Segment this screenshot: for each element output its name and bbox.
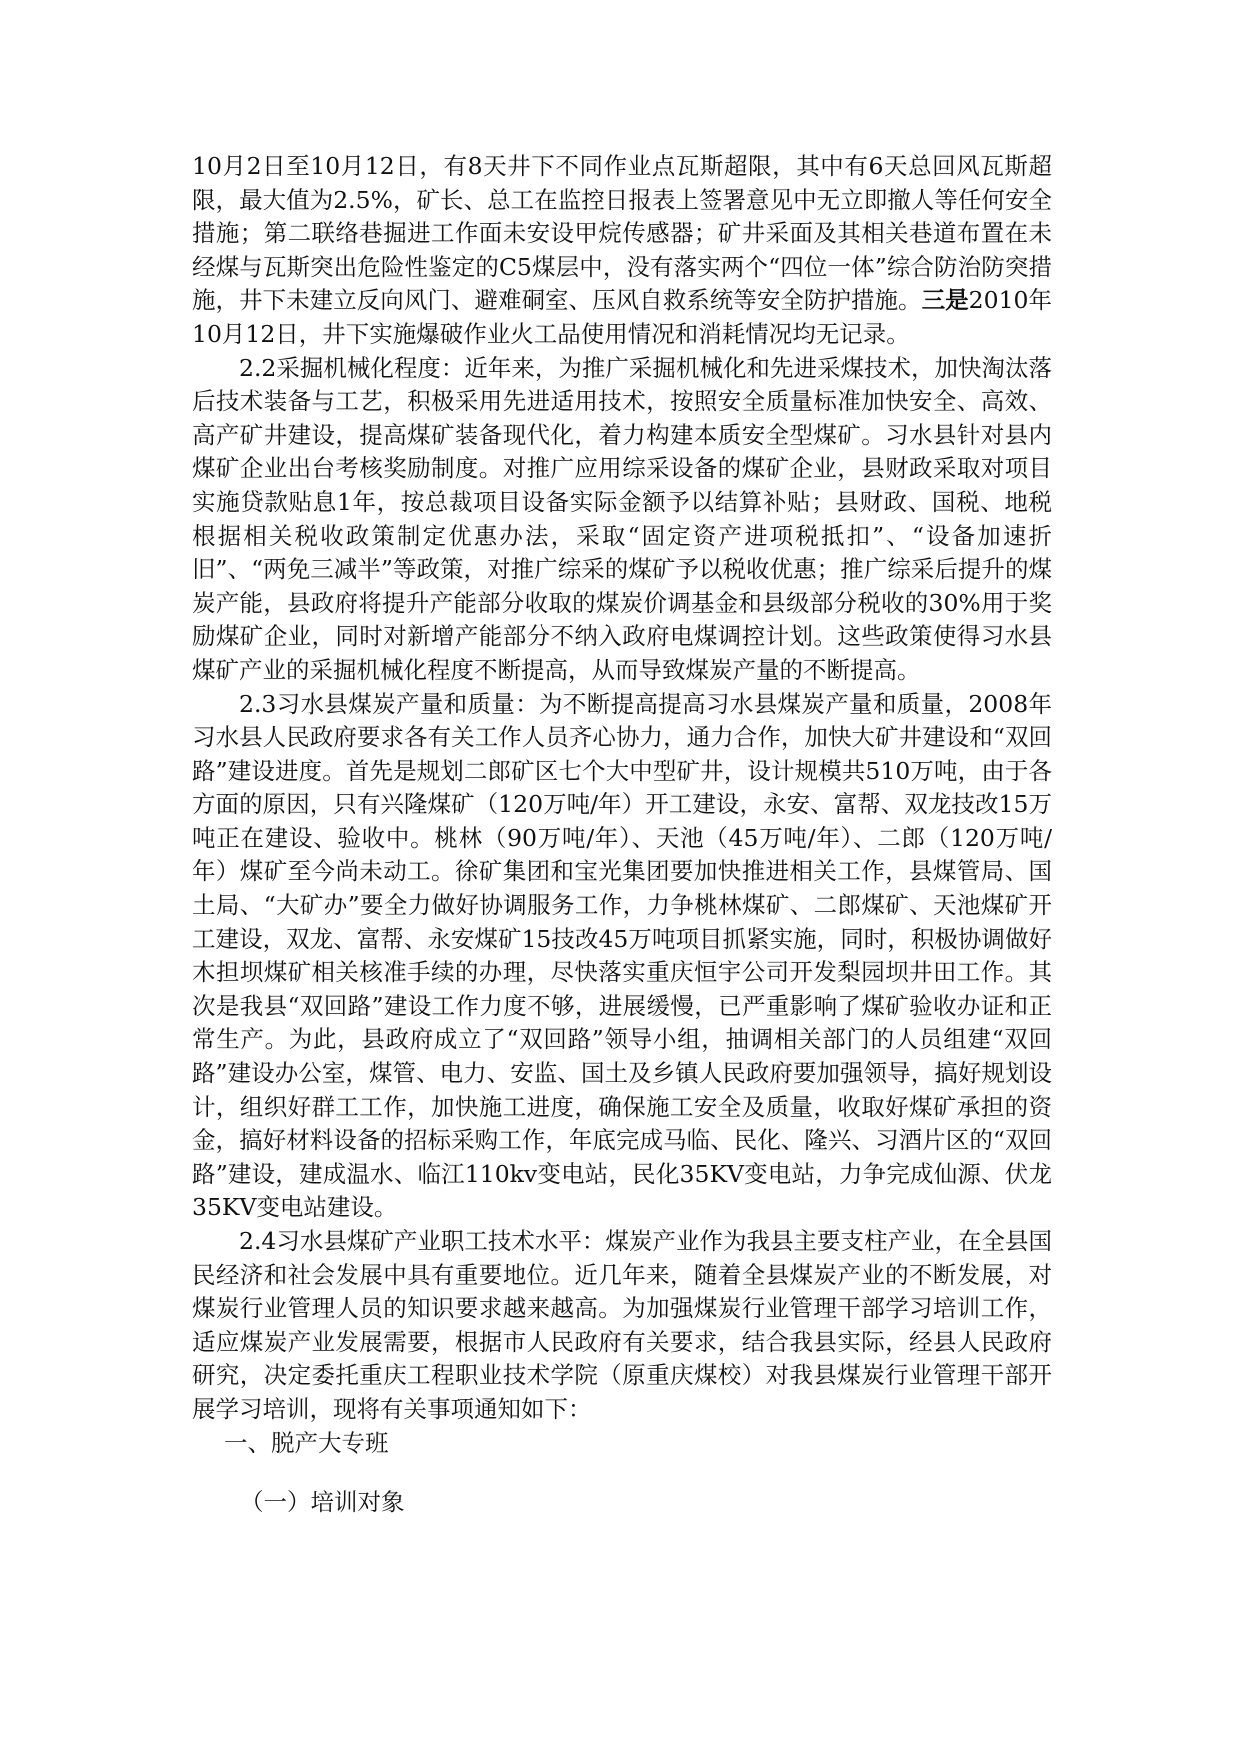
bold-emphasis: 三是 xyxy=(921,286,969,315)
paragraph-text: 2010年10月12日，井下实施爆破作业火工品使用情况和消耗情况均无记录。 xyxy=(192,286,1053,348)
paragraph-worker-skill: 2.4习水县煤矿产业职工技术水平：煤炭产业作为我县主要支柱产业，在全县国民经济和社会发展中具有重要地位。近几年来，随着全县煤炭产业的不断发展，对煤炭行业管理人员的知识要求越来越高。为加强煤炭行业管理干部学习培训工作，适应煤炭产业发展需要，根据市人民政府有关要求，结合我县实际，经县人民政府研究，决定委托重庆工程职业技术学院（原重庆煤校）对我县煤炭行业管理干部开展学习培训，现将有关事项通知如下： xyxy=(192,1227,1052,1423)
section-heading: 一、脱产大专班 xyxy=(224,1428,389,1457)
paragraph-continuation xyxy=(192,150,1052,352)
subsection-heading: （一）培训对象 xyxy=(240,1488,405,1517)
paragraph-text: 10月2日至10月12日，有8天井下不同作业点瓦斯超限，其中有6天总回风瓦斯超限，最大值为2.5%，矿长、总工在监控日报表上签署意见中无立即撤人等任何安全措施；第二联络巷掘进工作面未安设甲烷传感器；矿井采面及其相关巷道布置在未经煤与瓦斯突出危险性鉴定的C5煤层中，没有落实两个“四位一体”综合防治防突措施，井下未建立反向风门、避难硐室、压风自救系统等安全防护措施。 xyxy=(192,152,1052,315)
paragraph-mechanization: 2.2采掘机械化程度：近年来，为推广采掘机械化和先进采煤技术，加快淘汰落后技术装备与工艺，积极采用先进适用技术，按照安全质量标准加快安全、高效、高产矿井建设，提高煤矿装备现代化，着力构建本质安全型煤矿。习水县针对县内煤矿企业出台考核奖励制度。对推广应用综采设备的煤矿企业，县财政采取对项目实施贷款贴息1年，按总裁项目设备实际金额予以结算补贴；县财政、国税、地税根据相关税收政策制定优惠办法，采取“固定资产进项税抵扣”、“设备加速折旧”、“两免三减半”等政策，对推广综采的煤矿予以税收优惠；推广综采后提升的煤炭产能，县政府将提升产能部分收取的煤炭价调基金和县级部分税收的30%用于奖励煤矿企业，同时对新增产能部分不纳入政府电煤调控计划。这些政策使得习水县煤矿产业的采掘机械化程度不断提高，从而导致煤炭产量的不断提高。 xyxy=(192,353,1052,684)
document-body xyxy=(192,150,1052,1520)
paragraph-output-quality: 2.3习水县煤炭产量和质量：为不断提高提高习水县煤炭产量和质量，2008年习水县人民政府要求各有关工作人员齐心协力，通力合作，加快大矿井建设和“双回路”建设进度。首先是规划二郎矿区七个大中型矿井，设计规模共510万吨，由于各方面的原因，只有兴隆煤矿（120万吨/年）开工建设，永安、富帮、双龙技改15万吨正在建设、验收中。桃林（90万吨/年）、天池（45万吨/年）、二郎（120万吨/年）煤矿至今尚未动工。徐矿集团和宝光集团要加快推进相关工作，县煤管局、国土局、“大矿办”要全力做好协调服务工作，力争桃林煤矿、二郎煤矿、天池煤矿开工建设，双龙、富帮、永安煤矿15技改45万吨项目抓紧实施，同时，积极协调做好木担坝煤矿相关核准手续的办理，尽快落实重庆恒宇公司开发梨园坝井田工作。其次是我县“双回路”建设工作力度不够，进展缓慢，已严重影响了煤矿验收办证和正常生产。为此，县政府成立了“双回路”领导小组，抽调相关部门的人员组建“双回路”建设办公室，煤管、电力、安监、国土及乡镇人民政府要加强领导，搞好规划设计，组织好群工工作，加快施工进度，确保施工安全及质量，收取好煤矿承担的资金，搞好材料设备的招标采购工作，年底完成马临、民化、隆兴、习酒片区的“双回路”建设，建成温水、临江110kv变电站，民化35KV变电站，力争完成仙源、伏龙35KV变电站建设。 xyxy=(192,689,1052,1222)
